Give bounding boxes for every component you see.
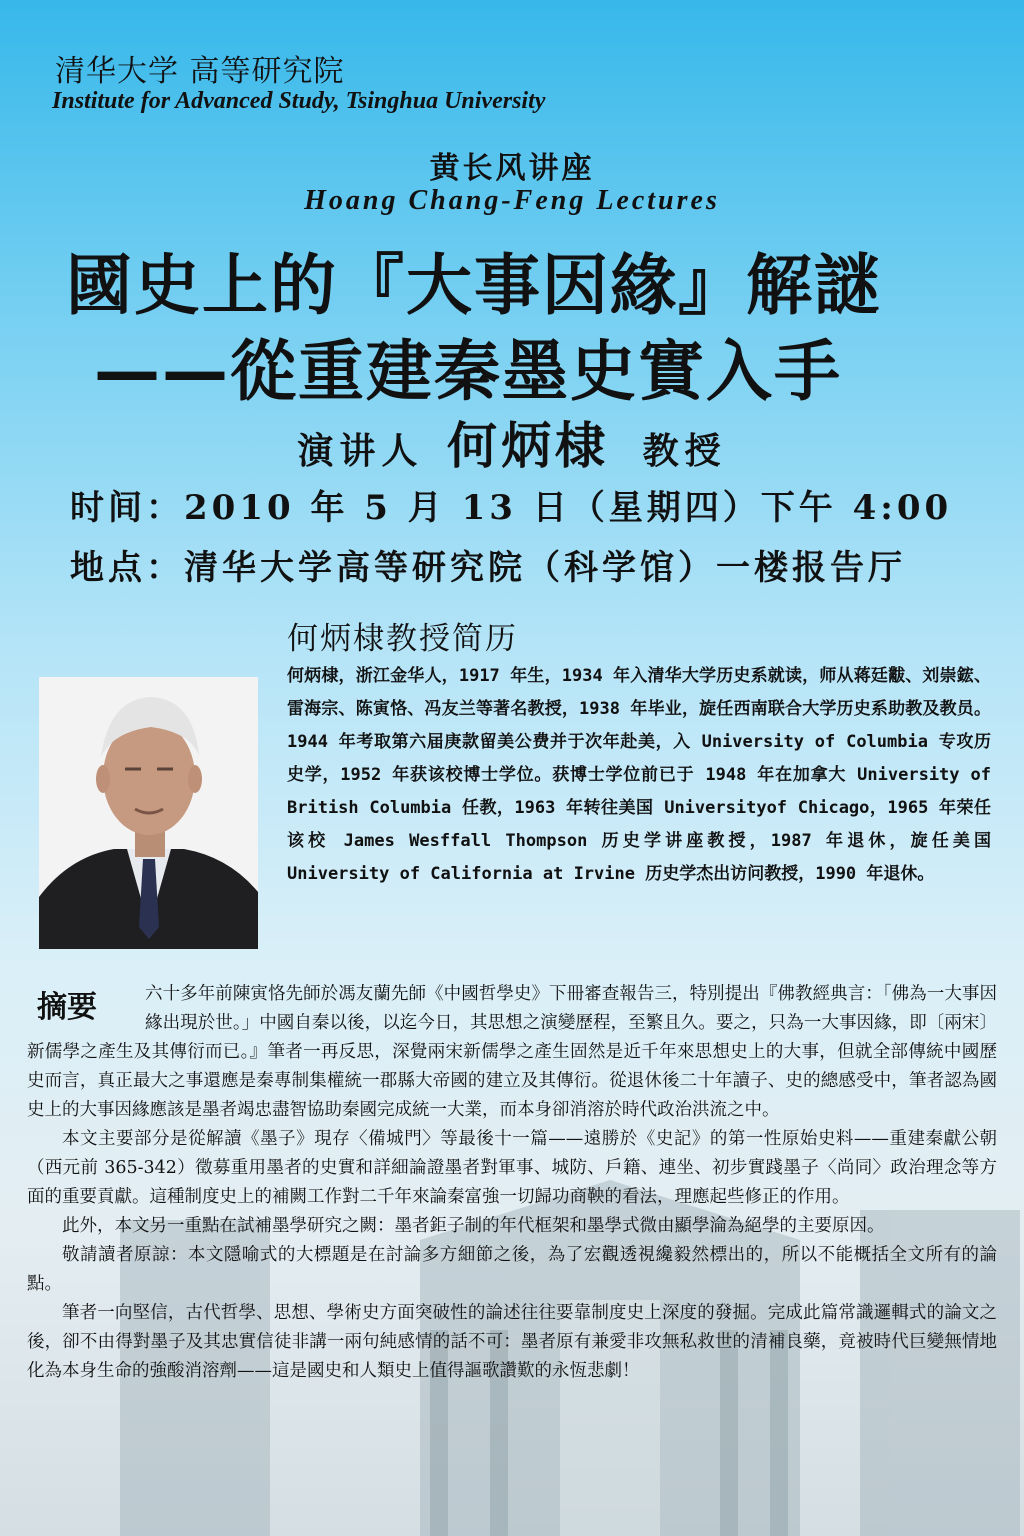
abstract-label: 摘要 (37, 990, 97, 1025)
event-venue: 地点：清华大学高等研究院（科学馆）一楼报告厅 (70, 548, 906, 588)
abstract-paragraph: 本文主要部分是從解讀《墨子》現存〈備城門〉等最後十一篇——遠勝於《史記》的第一性原始史料——重建秦獻公朝（西元前 365-342）徵募重用墨者的史實和詳細論證墨者對軍事、城防、戶籍、連坐、初步實踐墨子〈尚同〉政治理念等方面的重要貢獻。這種制度史上的補闕工作對二千年來論秦富強一切歸功商鞅的看法，理應起些修正的作用。 (27, 1129, 997, 1207)
bio-heading: 何炳棣教授简历 (287, 621, 518, 657)
lecture-title-line2: ——從重建秦墨史實入手 (94, 333, 842, 410)
bio-text: 何炳棣，浙江金华人，1917 年生，1934 年入清华大学历史系就读，师从蒋廷黻、刘崇鋐、雷海宗、陈寅恪、冯友兰等著名教授，1938 年毕业，旋任西南联合大学历史系助教及教员。1944 年考取第六届庚款留美公费并于次年赴美，入 University of Columbia 专攻历史学，1952 年获该校博士学位。获博士学位前已于 1948 年在加拿大 University of British Columbia 任教，1963 年转往美国 Universityof Chicago，1965 年荣任该校 James Wesffall Thompson 历史学讲座教授，1987 年退休，旋任美国 University of California at Irvine 历史学杰出访问教授，1990 年退休。 (287, 666, 991, 884)
speaker-rank: 教授 (642, 431, 727, 472)
abstract-paragraph: 六十多年前陳寅恪先師於馮友蘭先師《中國哲學史》下冊審查報告三，特別提出『佛教經典言：「佛為一大事因緣出現於世。」中國自秦以後，以迄今日，其思想之演變歷程，至繁且久。要之，只為一大事因緣，即〔兩宋〕新儒學之產生及其傳衍而已。』筆者一再反思，深覺兩宋新儒學之產生固然是近千年來思想史上的大事，但就全部傳統中國歷史而言，真正最大之事還應是秦專制集權統一郡縣大帝國的建立及其傳衍。從退休後二十年讀子、史的總感受中，筆者認為國史上的大事因緣應該是墨者竭忠盡智協助秦國完成統一大業，而本身卻消溶於時代政治洪流之中。 (27, 984, 997, 1120)
speaker-portrait (39, 677, 258, 949)
speaker-line (0, 406, 1024, 478)
lecture-title-line1: 國史上的『大事因緣』解謎 (66, 247, 882, 324)
lecture-series-chinese: 黄长风讲座 (429, 151, 595, 186)
speaker-name: 何炳棣 (447, 417, 609, 475)
institute-name-chinese: 清华大学 高等研究院 (55, 54, 345, 89)
abstract-paragraph: 敬請讀者原諒：本文隱喻式的大標題是在討論多方細節之後，為了宏觀透視纔毅然標出的，所以不能概括全文所有的論點。 (27, 1245, 997, 1294)
institute-name-english: Institute for Advanced Study, Tsinghua University (52, 88, 546, 114)
abstract-body (27, 980, 997, 1386)
lecture-series-english: Hoang Chang-Feng Lectures (304, 185, 720, 216)
speaker-label: 演讲人 (297, 431, 424, 472)
abstract-paragraph: 此外，本文另一重點在試補墨學研究之闕：墨者鉅子制的年代框架和墨學式微由顯學淪為絕學的主要原因。 (62, 1216, 885, 1236)
event-time: 时间：2010 年 5 月 13 日（星期四）下午 4:00 (70, 488, 953, 528)
abstract-paragraph: 筆者一向堅信，古代哲學、思想、學術史方面突破性的論述往往要靠制度史上深度的發掘。完成此篇常識邏輯式的論文之後，卻不由得對墨子及其忠實信徒非講一兩句純感情的話不可：墨者原有兼愛非攻無私救世的清補良藥，竟被時代巨變無情地化為本身生命的強酸消溶劑——這是國史和人類史上值得謳歌讚歎的永恆悲劇！ (27, 1303, 997, 1381)
